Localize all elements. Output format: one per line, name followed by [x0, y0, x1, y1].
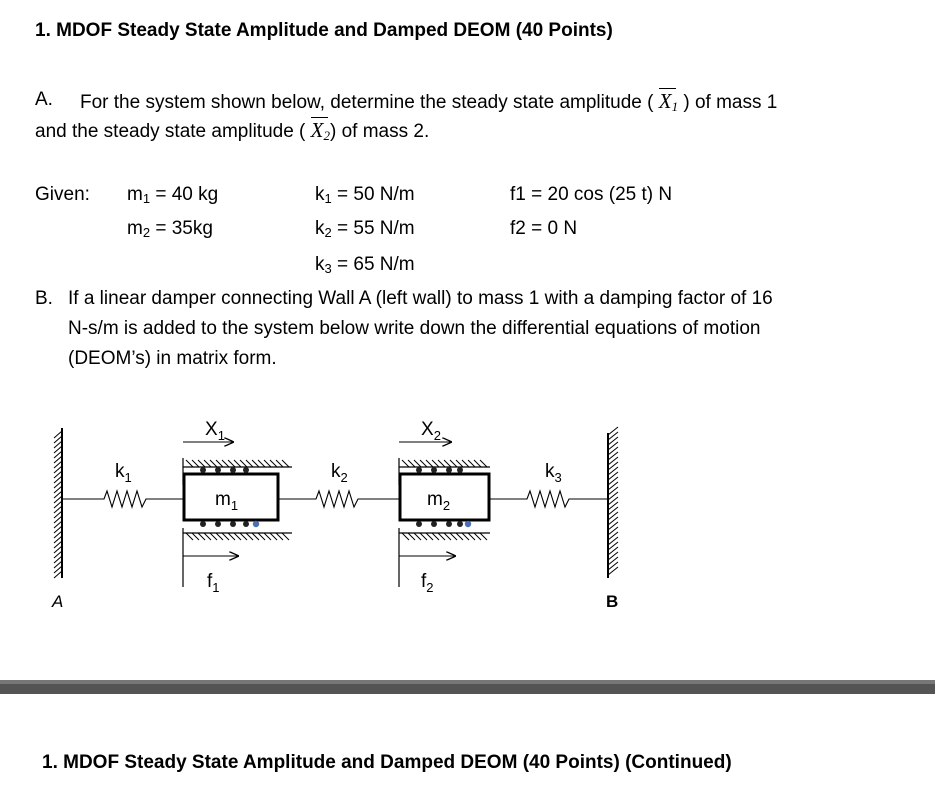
k2-label: $k_2$: [331, 461, 348, 485]
mass-2: [399, 458, 490, 587]
track-hatch: [240, 533, 247, 540]
track-hatch: [426, 533, 433, 540]
track-hatch: [420, 460, 427, 467]
part-a-letter: A.: [35, 89, 53, 110]
spring-k2: [278, 491, 400, 507]
part-b-letter: B.: [35, 288, 53, 309]
roller-wheel: [243, 467, 249, 473]
track-hatch: [198, 460, 205, 467]
track-hatch: [228, 533, 235, 540]
roller-wheel: [215, 467, 221, 473]
roller-wheel: [457, 521, 463, 527]
roller-wheel: [243, 521, 249, 527]
track-hatch: [432, 533, 439, 540]
track-hatch: [462, 460, 469, 467]
track-hatch: [402, 460, 409, 467]
given-k3: $k_3 = 65$ N/m: [315, 254, 415, 276]
track-hatch: [216, 533, 223, 540]
track-hatch: [456, 460, 463, 467]
track-hatch: [246, 460, 253, 467]
track-hatch: [438, 533, 445, 540]
track-hatch: [186, 460, 193, 467]
roller-wheel: [416, 467, 422, 473]
roller-wheel: [446, 521, 452, 527]
track-hatch: [468, 460, 475, 467]
x2-amplitude-symbol: $X_2$: [310, 118, 330, 143]
given-f2: f2 = 0 N: [510, 218, 578, 239]
track-hatch: [222, 533, 229, 540]
track-hatch: [462, 533, 469, 540]
track-hatch: [234, 460, 241, 467]
f1-label: $f_1$: [207, 571, 220, 595]
wall-a: [54, 428, 62, 578]
track-hatch: [480, 533, 487, 540]
track-hatch: [264, 460, 271, 467]
track-hatch: [276, 533, 283, 540]
roller-wheel: [200, 467, 206, 473]
track-hatch: [402, 533, 409, 540]
mass-spring-diagram: [0, 395, 935, 625]
track-hatch: [414, 460, 421, 467]
roller-wheel: [416, 521, 422, 527]
track-hatch: [408, 460, 415, 467]
x1-label: $X_1$: [205, 419, 225, 443]
x2-label: $X_2$: [421, 419, 441, 443]
roller-wheel: [230, 521, 236, 527]
roller-wheel: [446, 467, 452, 473]
wall-a-label: A: [52, 592, 64, 611]
part-a-line-1: [80, 89, 777, 115]
continued-title: 1. MDOF Steady State Amplitude and Damped DEOM (40 Points) (Continued): [42, 752, 732, 773]
track-hatch: [468, 533, 475, 540]
track-hatch: [258, 533, 265, 540]
track-hatch: [240, 460, 247, 467]
track-hatch: [222, 460, 229, 467]
track-hatch: [210, 460, 217, 467]
track-hatch: [186, 533, 193, 540]
track-hatch: [252, 460, 259, 467]
track-hatch: [228, 460, 235, 467]
page-divider: [0, 680, 935, 694]
track-hatch: [270, 460, 277, 467]
track-hatch: [474, 533, 481, 540]
part-a-line-2: [35, 118, 429, 144]
part-b-line-1: If a linear damper connecting Wall A (left wall) to mass 1 with a damping factor of 16: [68, 288, 773, 309]
roller-wheel-highlight: [253, 521, 259, 527]
given-label: Given:: [35, 184, 90, 205]
part-a-line-1-post: ) of mass 1: [683, 92, 778, 113]
given-k2: $k_2 = 55$ N/m: [315, 218, 415, 240]
track-hatch: [264, 533, 271, 540]
track-hatch: [234, 533, 241, 540]
track-hatch: [276, 460, 283, 467]
given-m1: $m_1 = 40$ kg: [127, 184, 219, 206]
track-hatch: [408, 533, 415, 540]
k3-label: $k_3$: [545, 461, 562, 485]
wall-b: [608, 427, 618, 578]
roller-wheel: [431, 467, 437, 473]
track-hatch: [192, 533, 199, 540]
m1-label: $m_1$: [215, 489, 239, 513]
x1-amplitude-symbol: $X_1$: [658, 89, 679, 114]
given-m2: $m_2 = 35kg$: [127, 218, 213, 240]
track-hatch: [450, 460, 457, 467]
track-hatch: [192, 460, 199, 467]
track-hatch: [282, 533, 289, 540]
part-a-line-1-pre: For the system shown below, determine the steady state amplitude (: [80, 92, 654, 113]
track-hatch: [480, 460, 487, 467]
track-hatch: [432, 460, 439, 467]
part-a-line-2-post: ) of mass 2.: [330, 121, 430, 142]
track-hatch: [414, 533, 421, 540]
f2-label: $f_2$: [421, 571, 434, 595]
roller-wheel: [200, 521, 206, 527]
track-hatch: [210, 533, 217, 540]
roller-wheel-highlight: [465, 521, 471, 527]
part-b-line-2: N-s/m is added to the system below write down the differential equations of motion: [68, 318, 761, 339]
track-hatch: [474, 460, 481, 467]
track-hatch: [450, 533, 457, 540]
part-b-line-3: (DEOM’s) in matrix form.: [68, 348, 277, 369]
roller-wheel: [230, 467, 236, 473]
given-k1: $k_1 = 50$ N/m: [315, 184, 415, 206]
track-hatch: [258, 460, 265, 467]
track-hatch: [444, 533, 451, 540]
track-hatch: [426, 460, 433, 467]
track-hatch: [198, 533, 205, 540]
track-hatch: [252, 533, 259, 540]
track-hatch: [216, 460, 223, 467]
spring-k1: [62, 491, 184, 507]
m2-label: $m_2$: [427, 489, 451, 513]
spring-k3: [490, 491, 608, 507]
wall-b-label: B: [606, 592, 619, 611]
problem-title: 1. MDOF Steady State Amplitude and Damped DEOM (40 Points): [35, 20, 613, 41]
given-f1: f1 = 20 cos (25 t) N: [510, 184, 673, 205]
track-hatch: [204, 533, 211, 540]
track-hatch: [438, 460, 445, 467]
track-hatch: [204, 460, 211, 467]
track-hatch: [282, 460, 289, 467]
track-hatch: [270, 533, 277, 540]
track-hatch: [444, 460, 451, 467]
mass-1: [183, 458, 292, 587]
part-a-line-2-pre: and the steady state amplitude (: [35, 121, 306, 142]
track-hatch: [420, 533, 427, 540]
roller-wheel: [431, 521, 437, 527]
roller-wheel: [215, 521, 221, 527]
roller-wheel: [457, 467, 463, 473]
track-hatch: [246, 533, 253, 540]
track-hatch: [456, 533, 463, 540]
k1-label: $k_1$: [115, 461, 132, 485]
